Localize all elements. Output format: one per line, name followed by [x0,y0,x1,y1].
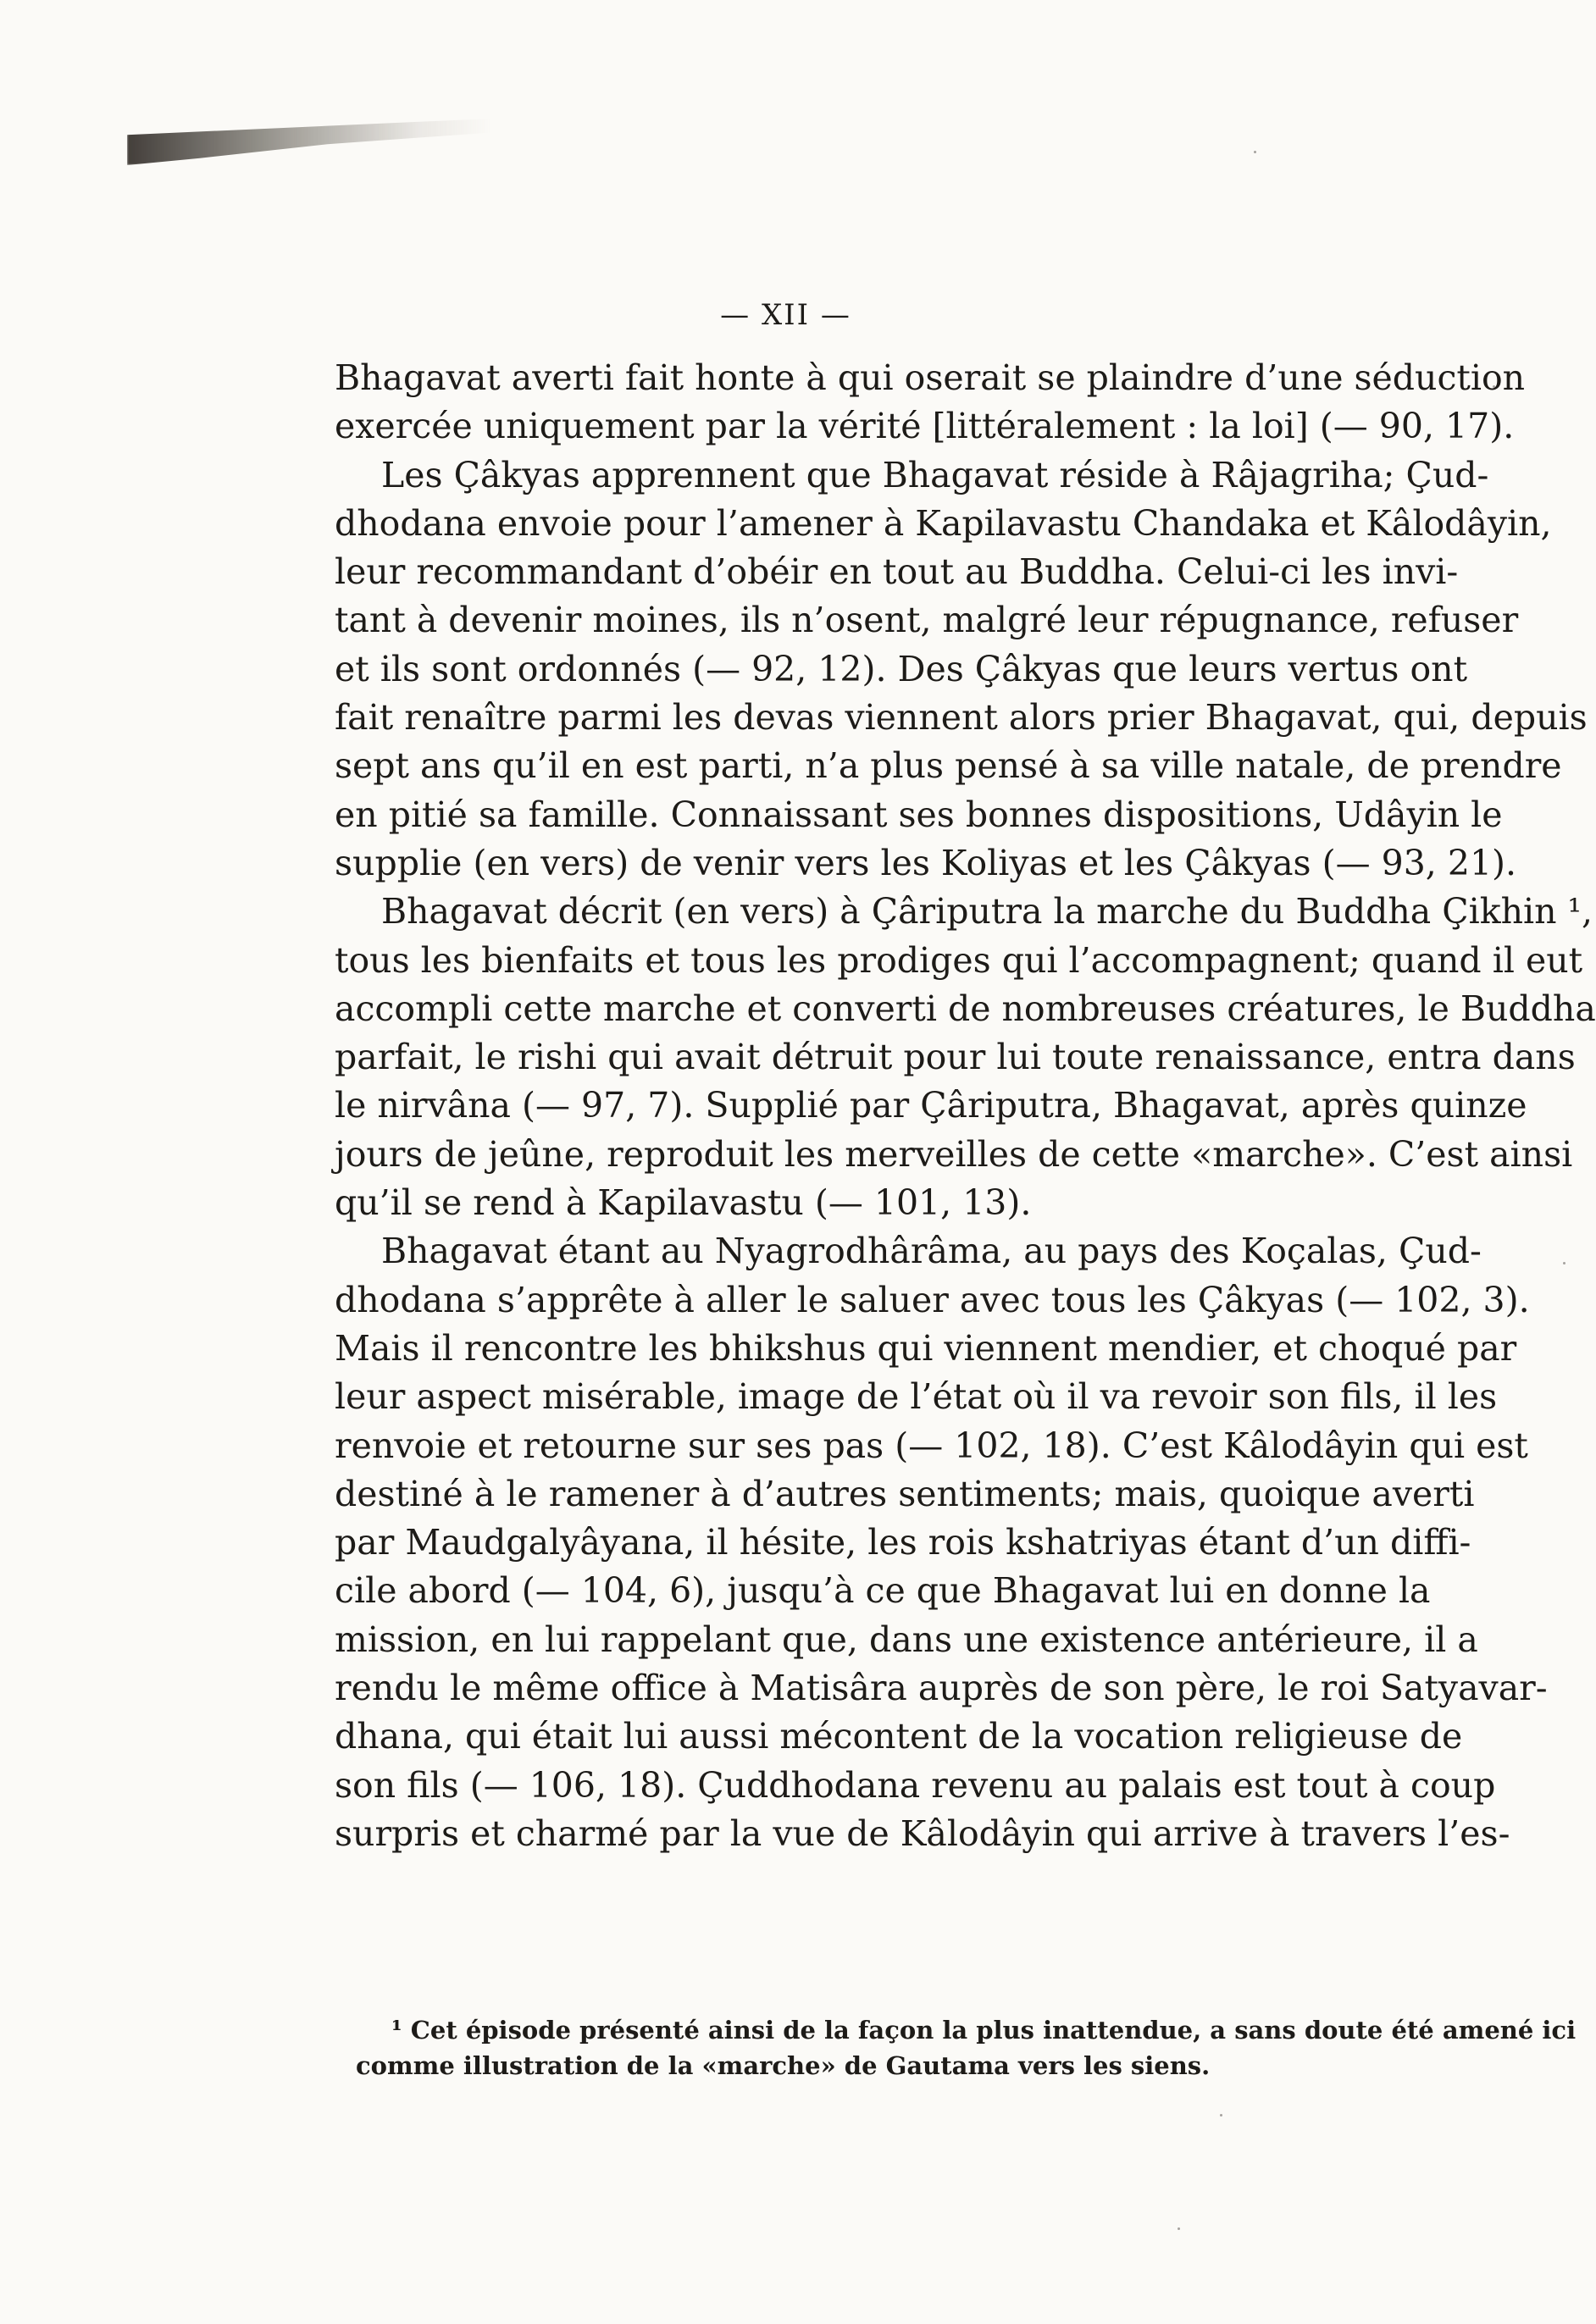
text-line: sept ans qu’il en est parti, n’a plus pensé à sa ville natale, de prendre [335,745,1562,787]
footnote [356,2012,1577,2083]
scan-smudge [127,119,491,165]
footnote-line: comme illustration de la «marche» de Gautama vers les siens. [356,2051,1211,2080]
text-line: parfait, le rishi qui avait détruit pour lui toute renaissance, entra dans [335,1037,1576,1078]
text-line: leur aspect misérable, image de l’état où il va revoir son fils, il les [335,1376,1498,1418]
scan-speck [1254,151,1256,153]
text-line: dhana, qui était lui aussi mécontent de la vocation religieuse de [335,1716,1463,1757]
text-line: fait renaître parmi les devas viennent alors prier Bhagavat, qui, depuis [335,697,1588,739]
text-line: destiné à le ramener à d’autres sentiments; mais, quoique averti [335,1473,1475,1514]
text-line: supplie (en vers) de venir vers les Koliyas et les Çâkyas (— 93, 21). [335,842,1517,883]
page-number: — XII — [720,298,851,332]
text-line: par Maudgalyâyana, il hésite, les rois kshatriyas étant d’un diffi- [335,1522,1471,1563]
text-line: Bhagavat averti fait honte à qui oserait se plaindre d’une séduction [335,357,1526,398]
text-line: tant à devenir moines, ils n’osent, malgré leur répugnance, refuser [335,600,1519,641]
scan-speck [1563,1262,1566,1264]
text-line: dhodana s’apprête à aller le saluer avec tous les Çâkyas (— 102, 3). [335,1279,1530,1320]
text-line: et ils sont ordonnés (— 92, 12). Des Çâkyas que leurs vertus ont [335,648,1468,689]
text-line: Bhagavat étant au Nyagrodhârâma, au pays des Koçalas, Çud- [381,1231,1482,1272]
body-text [335,354,1596,1858]
text-line: surpris et charmé par la vue de Kâlodâyin qui arrive à travers l’es- [335,1812,1510,1854]
text-line: jours de jeûne, reproduit les merveilles de cette «marche». C’est ainsi [335,1133,1573,1175]
text-line: Mais il rencontre les bhikshus qui viennent mendier, et choqué par [335,1327,1517,1369]
text-line: qu’il se rend à Kapilavastu (— 101, 13). [335,1182,1032,1224]
scan-speck [1220,2114,1222,2116]
text-line: dhodana envoie pour l’amener à Kapilavastu Chandaka et Kâlodâyin, [335,502,1552,544]
text-line: cile abord (— 104, 6), jusqu’à ce que Bhagavat lui en donne la [335,1570,1431,1612]
text-line: leur recommandant d’obéir en tout au Buddha. Celui-ci les invi- [335,551,1459,593]
text-line: Les Çâkyas apprennent que Bhagavat réside à Râjagriha; Çud- [381,454,1489,495]
text-line: rendu le même office à Matisâra auprès de son père, le roi Satyavar- [335,1668,1548,1709]
text-line: accompli cette marche et converti de nombreuses créatures, le Buddha [335,988,1596,1029]
text-line: exercée uniquement par la vérité [littéralement : la loi] (— 90, 17). [335,406,1515,447]
scan-speck [1178,2227,1180,2230]
text-line: en pitié sa famille. Connaissant ses bonnes dispositions, Udâyin le [335,794,1503,835]
text-line: renvoie et retourne sur ses pas (— 102, 18). C’est Kâlodâyin qui est [335,1425,1528,1466]
text-line: le nirvâna (— 97, 7). Supplié par Çâriputra, Bhagavat, après quinze [335,1085,1527,1126]
footnote-line: ¹ Cet épisode présenté ainsi de la façon la plus inattendue, a sans doute été amené ici [391,2016,1577,2045]
text-line: mission, en lui rappelant que, dans une existence antérieure, il a [335,1618,1478,1660]
text-line: tous les bienfaits et tous les prodiges qui l’accompagnent; quand il eut [335,939,1583,981]
text-line: son fils (— 106, 18). Çuddhodana revenu au palais est tout à coup [335,1764,1496,1806]
text-line: Bhagavat décrit (en vers) à Çâriputra la marche du Buddha Çikhin ¹, [381,891,1593,932]
